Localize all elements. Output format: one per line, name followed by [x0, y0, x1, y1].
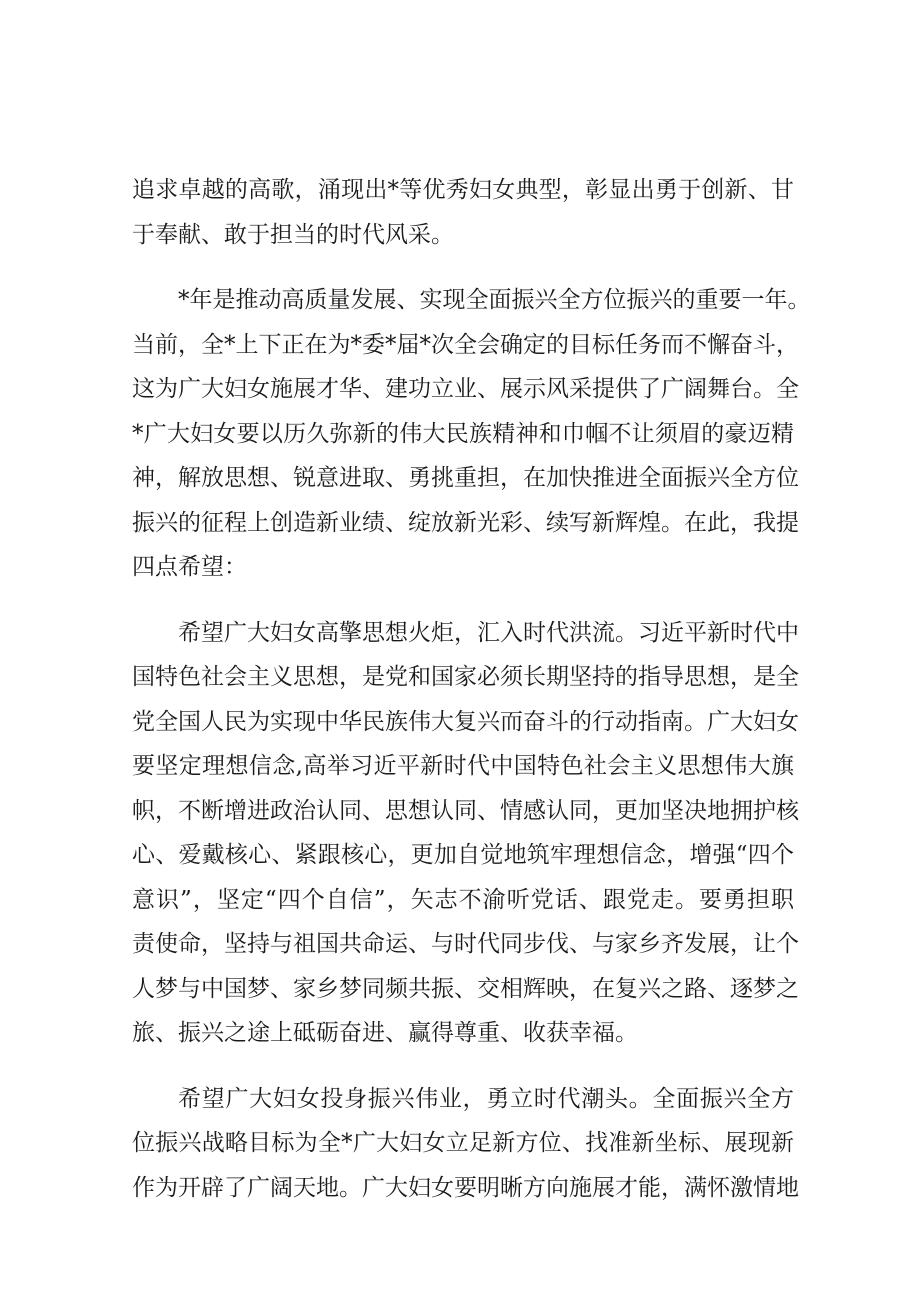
paragraph-3	[132, 611, 799, 1056]
text-line: 作为开辟了广阔天地。广大妇女要明晰方向施展才能，满怀激情地	[132, 1174, 799, 1201]
paragraph-4	[132, 1077, 799, 1211]
text-line: *年是推动高质量发展、实现全面振兴全方位振兴的重要一年。	[178, 287, 811, 313]
text-line: 要坚定理想信念,高举习近平新时代中国特色社会主义思想伟大旗	[132, 753, 794, 779]
text-line: 人梦与中国梦、家乡梦同频共振、交相辉映，在复兴之路、逐梦之	[132, 975, 799, 1002]
text-line: 这为广大妇女施展才华、建功立业、展示风采提供了广阔舞台。全	[132, 376, 799, 402]
text-line: 心、爱戴核心、紧跟核心，更加自觉地筑牢理想信念，增强“四个	[132, 842, 794, 868]
text-line: 责使命，坚持与祖国共命运、与时代同步伐、与家乡齐发展，让个	[132, 931, 799, 957]
text-line: 神，解放思想、锐意进取、勇挑重担，在加快推进全面振兴全方位	[132, 465, 799, 491]
text-line: 振兴的征程上创造新业绩、绽放新光彩、续写新辉煌。在此，我提	[132, 509, 799, 536]
document-body	[132, 168, 811, 1210]
text-line: 于奉献、敢于担当的时代风采。	[132, 221, 454, 248]
text-line: 位振兴战略目标为全*广大妇女立足新方位、找准新坐标、展现新	[132, 1130, 794, 1156]
text-line: 国特色社会主义思想，是党和国家必须长期坚持的指导思想，是全	[132, 664, 799, 690]
paragraph-2	[132, 278, 811, 590]
text-line: 党全国人民为实现中华民族伟大复兴而奋斗的行动指南。广大妇女	[132, 708, 799, 735]
text-line: 帜，不断增进政治认同、思想认同、情感认同，更加坚决地拥护核	[132, 797, 799, 824]
text-line: 四点希望：	[132, 554, 247, 580]
paragraph-1	[132, 168, 794, 257]
text-line: 旅、振兴之途上砥砺奋进、赢得尊重、收获幸福。	[132, 1020, 638, 1046]
text-line: 希望广大妇女高擎思想火炬，汇入时代洪流。习近平新时代中	[178, 619, 799, 646]
text-line: 希望广大妇女投身振兴伟业，勇立时代潮头。全面振兴全方	[178, 1085, 794, 1112]
text-line: 追求卓越的高歌，涌现出*等优秀妇女典型，彰显出勇于创新、甘	[132, 177, 794, 203]
text-line: 当前，全*上下正在为*委*届*次全会确定的目标任务而不懈奋斗，	[132, 331, 799, 358]
text-line: *广大妇女要以历久弥新的伟大民族精神和巾帼不让须眉的豪迈精	[132, 420, 794, 447]
text-line: 意识”，坚定“四个自信”，矢志不渝听党话、跟党走。要勇担职	[132, 886, 794, 913]
